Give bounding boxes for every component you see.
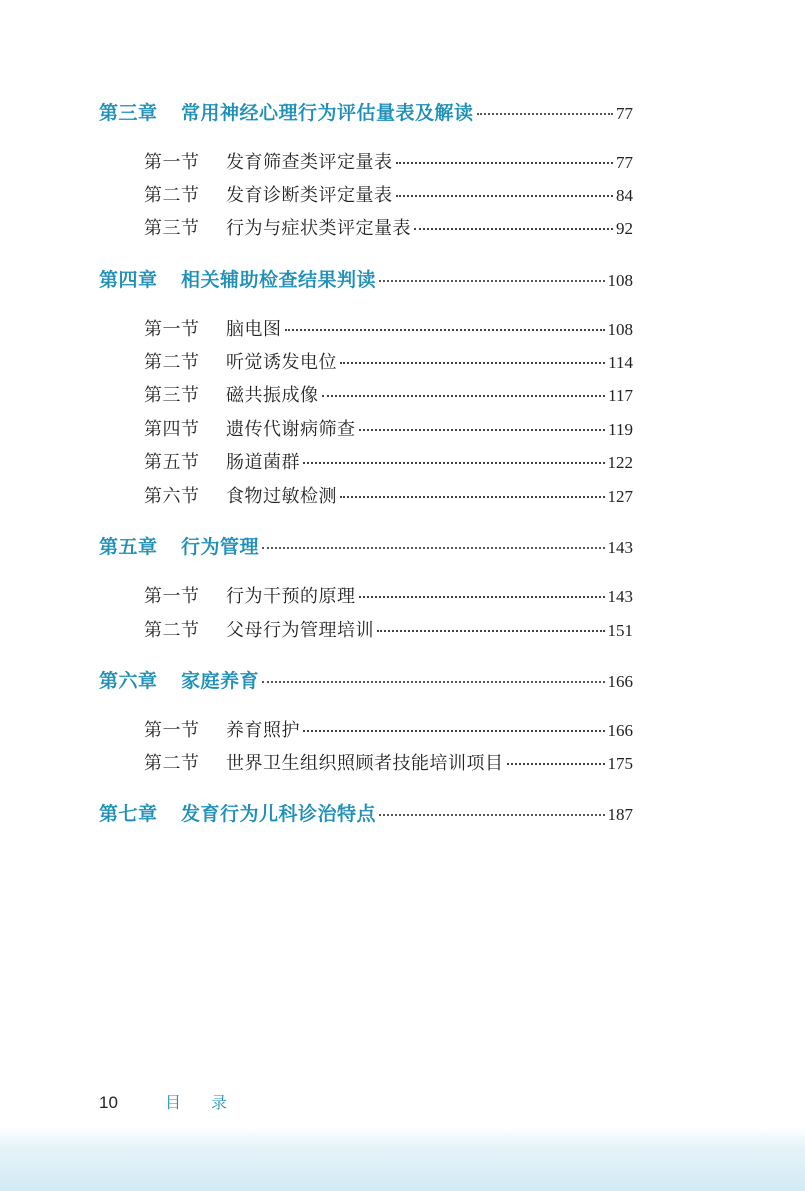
dot-leader xyxy=(303,730,605,732)
section-title: 父母行为管理培训 xyxy=(226,620,374,641)
toc-section[interactable] xyxy=(144,348,633,374)
chapter-number: 第六章 xyxy=(99,670,158,692)
page-number: 143 xyxy=(607,587,633,606)
page-number: 84 xyxy=(616,186,633,205)
page-number: 117 xyxy=(608,386,633,405)
chapter-title: 相关辅助检查结果判读 xyxy=(181,269,377,291)
dot-leader xyxy=(396,162,614,164)
toc-section[interactable] xyxy=(144,616,633,642)
page-number: 77 xyxy=(616,104,633,123)
toc-section[interactable] xyxy=(144,749,633,775)
dot-leader xyxy=(340,496,605,498)
chapter-number: 第五章 xyxy=(99,536,158,558)
section-number: 第四节 xyxy=(144,419,200,440)
toc-chapter[interactable] xyxy=(99,265,633,292)
dot-leader xyxy=(262,547,604,549)
dot-leader xyxy=(379,280,604,282)
section-title: 行为与症状类评定量表 xyxy=(226,218,411,239)
section-title: 行为干预的原理 xyxy=(226,586,356,607)
page-number: 119 xyxy=(608,420,633,439)
toc-section[interactable] xyxy=(144,315,633,341)
footer-section-label: 目录 xyxy=(165,1095,258,1112)
section-title: 养育照护 xyxy=(226,720,300,741)
dot-leader xyxy=(359,596,605,598)
page-footer xyxy=(99,1090,257,1113)
dot-leader xyxy=(359,429,606,431)
dot-leader xyxy=(285,329,605,331)
section-title: 磁共振成像 xyxy=(226,385,319,406)
chapter-number: 第四章 xyxy=(99,269,158,291)
section-title: 世界卫生组织照顾者技能培训项目 xyxy=(226,753,504,774)
toc-section[interactable] xyxy=(144,482,633,508)
section-title: 遗传代谢病筛查 xyxy=(226,419,356,440)
toc-section[interactable] xyxy=(144,148,633,174)
dot-leader xyxy=(322,395,606,397)
dot-leader xyxy=(396,195,614,197)
section-number: 第二节 xyxy=(144,185,200,206)
page-number: 122 xyxy=(607,453,633,472)
section-number: 第二节 xyxy=(144,620,200,641)
section-number: 第六节 xyxy=(144,486,200,507)
toc-chapter[interactable] xyxy=(99,666,633,693)
toc-chapter[interactable] xyxy=(99,799,633,826)
toc-section[interactable] xyxy=(144,415,633,441)
chapter-title: 发育行为儿科诊治特点 xyxy=(181,803,377,825)
dot-leader xyxy=(477,113,613,115)
dot-leader xyxy=(507,763,605,765)
footer-page-number: 10 xyxy=(99,1093,118,1112)
section-number: 第三节 xyxy=(144,218,200,239)
page-number: 127 xyxy=(607,487,633,506)
decorative-bottom-band xyxy=(0,1128,805,1191)
section-number: 第一节 xyxy=(144,586,200,607)
dot-leader xyxy=(262,681,604,683)
toc-section[interactable] xyxy=(144,448,633,474)
page-number: 175 xyxy=(607,754,633,773)
dot-leader xyxy=(414,228,613,230)
dot-leader xyxy=(303,462,605,464)
toc-section[interactable] xyxy=(144,214,633,240)
page-number: 108 xyxy=(607,320,633,339)
toc-section[interactable] xyxy=(144,381,633,407)
section-title: 听觉诱发电位 xyxy=(226,352,337,373)
dot-leader xyxy=(340,362,605,364)
dot-leader xyxy=(377,630,605,632)
toc-chapter[interactable] xyxy=(99,98,633,125)
section-number: 第二节 xyxy=(144,753,200,774)
page-number: 77 xyxy=(616,153,633,172)
chapter-title: 家庭养育 xyxy=(181,670,260,692)
section-number: 第三节 xyxy=(144,385,200,406)
page-number: 166 xyxy=(607,721,633,740)
section-title: 肠道菌群 xyxy=(226,452,300,473)
section-number: 第一节 xyxy=(144,720,200,741)
page-number: 166 xyxy=(607,672,633,691)
page-number: 108 xyxy=(607,271,633,290)
toc-section[interactable] xyxy=(144,181,633,207)
page-number: 143 xyxy=(607,538,633,557)
section-number: 第一节 xyxy=(144,319,200,340)
chapter-title: 常用神经心理行为评估量表及解读 xyxy=(181,102,474,124)
section-title: 食物过敏检测 xyxy=(226,486,337,507)
page-number: 151 xyxy=(607,621,633,640)
chapter-number: 第七章 xyxy=(99,803,158,825)
section-number: 第五节 xyxy=(144,452,200,473)
toc-section[interactable] xyxy=(144,716,633,742)
toc-chapter[interactable] xyxy=(99,532,633,559)
toc-section[interactable] xyxy=(144,582,633,608)
chapter-number: 第三章 xyxy=(99,102,158,124)
section-number: 第二节 xyxy=(144,352,200,373)
section-title: 脑电图 xyxy=(226,319,282,340)
page-number: 187 xyxy=(607,805,633,824)
chapter-title: 行为管理 xyxy=(181,536,260,558)
section-title: 发育诊断类评定量表 xyxy=(226,185,393,206)
section-title: 发育筛查类评定量表 xyxy=(226,152,393,173)
section-number: 第一节 xyxy=(144,152,200,173)
page-number: 92 xyxy=(616,219,633,238)
page-number: 114 xyxy=(608,353,633,372)
dot-leader xyxy=(379,814,604,816)
